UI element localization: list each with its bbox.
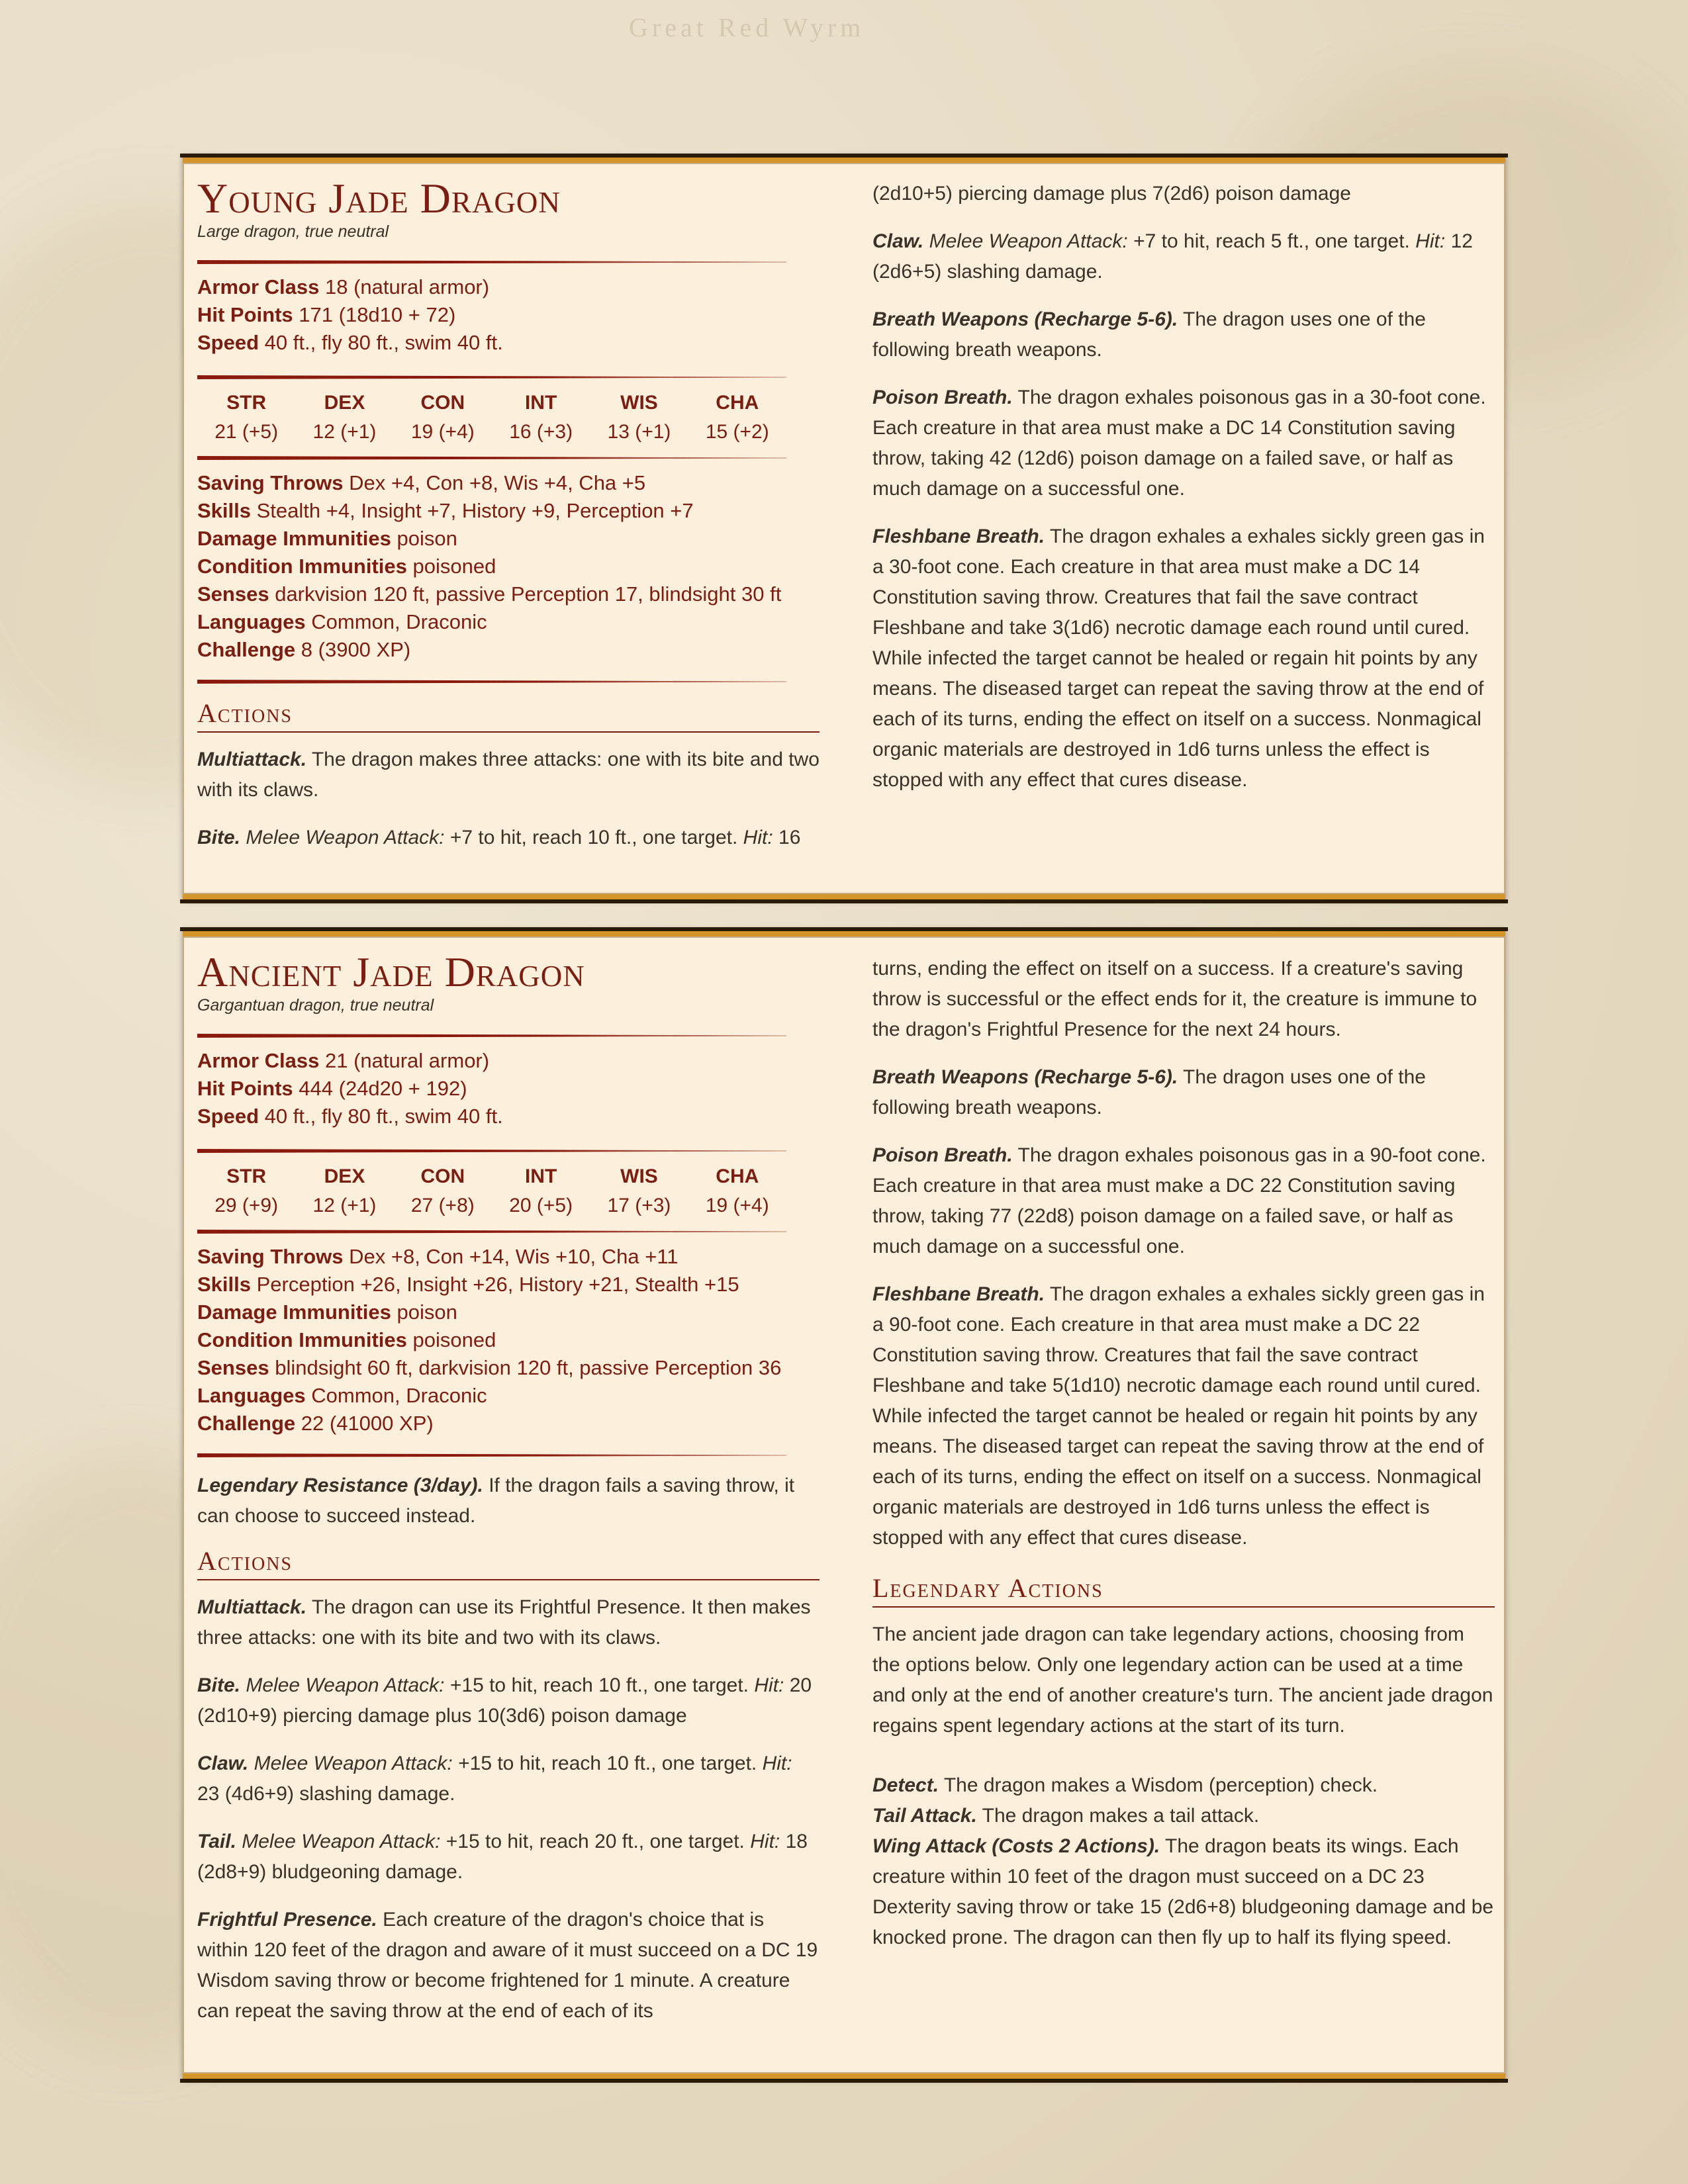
ability-con: CON 19 (+4) xyxy=(410,392,475,443)
action-bite: Bite. Melee Weapon Attack: +15 to hit, reach 10 ft., one target. Hit: 20 (2d10+9) piercing damage plus 10(3d6) poison damage xyxy=(197,1674,812,1727)
ability-wis: WIS 13 (+1) xyxy=(607,392,671,443)
ability-dex: DEX 12 (+1) xyxy=(312,392,377,443)
divider xyxy=(197,680,786,684)
skills: Skills Stealth +4, Insight +7, History +9, Perception +7 xyxy=(197,499,694,522)
young-left-column xyxy=(197,163,820,870)
action-breath-weapons: Breath Weapons (Recharge 5-6). The dragon uses one of the following breath weapons. xyxy=(872,308,1426,361)
legendary-detect: Detect. The dragon makes a Wisdom (perception) check. xyxy=(872,1774,1378,1796)
action-breath-weapons: Breath Weapons (Recharge 5-6). The dragon uses one of the following breath weapons. xyxy=(872,1066,1426,1118)
legendary-actions-heading: Legendary Actions xyxy=(872,1573,1495,1608)
ability-str: STR 21 (+5) xyxy=(214,392,279,443)
trait-legendary-resistance: Legendary Resistance (3/day). If the dragon fails a saving throw, it can choose to succeed instead. xyxy=(197,1475,795,1527)
monster-subtitle: Gargantuan dragon, true neutral xyxy=(197,996,434,1015)
armor-class: Armor Class 18 (natural armor) xyxy=(197,275,490,298)
action-tail: Tail. Melee Weapon Attack: +15 to hit, reach 20 ft., one target. Hit: 18 (2d8+9) bludgeoning damage. xyxy=(197,1831,808,1883)
legendary-tail-attack: Tail Attack. The dragon makes a tail attack. xyxy=(872,1805,1260,1827)
divider xyxy=(197,456,786,460)
hit-points: Hit Points 444 (24d20 + 192) xyxy=(197,1077,467,1100)
skills: Skills Perception +26, Insight +26, History +21, Stealth +15 xyxy=(197,1273,739,1296)
saving-throws: Saving Throws Dex +4, Con +8, Wis +4, Cha +5 xyxy=(197,471,646,494)
action-poison-breath: Poison Breath. The dragon exhales poisonous gas in a 90-foot cone. Each creature in that area must make a DC 22 Constitution saving throw, taking 77 (22d8) poison damage on a failed save, or half as much damage on a successful one. xyxy=(872,1144,1486,1257)
ancient-right-column xyxy=(872,936,1495,1953)
action-claw: Claw. Melee Weapon Attack: +15 to hit, reach 10 ft., one target. Hit: 23 (4d6+9) slashing damage. xyxy=(197,1752,792,1805)
divider xyxy=(197,1453,786,1457)
armor-class: Armor Class 21 (natural armor) xyxy=(197,1049,490,1072)
condition-immunities: Condition Immunities poisoned xyxy=(197,1328,496,1351)
ability-int: INT 16 (+3) xyxy=(509,392,573,443)
challenge: Challenge 8 (3900 XP) xyxy=(197,638,411,661)
background-watermark: Great Red Wyrm xyxy=(629,13,865,42)
action-frightful-presence-continued: turns, ending the effect on itself on a success. If a creature's saving throw is successful or the effect ends for it, the creature is immune to the dragon's Frightful Presence for the next 24 hours. xyxy=(872,958,1477,1040)
speed: Speed 40 ft., fly 80 ft., swim 40 ft. xyxy=(197,331,503,354)
ability-scores xyxy=(197,388,786,447)
action-fleshbane-breath: Fleshbane Breath. The dragon exhales a exhales sickly green gas in a 30-foot cone. Each creature in that area must make a DC 14 Constitution saving throw. Creatures that fail the save contract Fleshbane and take 3(1d6) necrotic damage each round until cured. While infected the target cannot be healed or regain hit points by any means. The diseased target can repeat the saving throw at the end of each of its turns, ending the effect on itself on a success. Nonmagical organic materials are destroyed in 1d6 turns unless the effect is stopped with any effect that cures disease. xyxy=(872,525,1485,791)
action-bite: Bite. Melee Weapon Attack: +7 to hit, reach 10 ft., one target. Hit: 16 xyxy=(197,827,801,848)
monster-subtitle: Large dragon, true neutral xyxy=(197,222,389,241)
ability-scores xyxy=(197,1162,786,1220)
action-multiattack: Multiattack. The dragon makes three attacks: one with its bite and two with its claws. xyxy=(197,749,820,801)
languages: Languages Common, Draconic xyxy=(197,1384,487,1407)
ability-cha: CHA 19 (+4) xyxy=(705,1165,769,1216)
action-multiattack: Multiattack. The dragon can use its Frightful Presence. It then makes three attacks: one with its bite and two with its claws. xyxy=(197,1596,811,1649)
ability-str: STR 29 (+9) xyxy=(214,1165,279,1216)
ability-int: INT 20 (+5) xyxy=(509,1165,573,1216)
ability-dex: DEX 12 (+1) xyxy=(312,1165,377,1216)
senses: Senses blindsight 60 ft, darkvision 120 ft, passive Perception 36 xyxy=(197,1356,782,1379)
action-poison-breath: Poison Breath. The dragon exhales poisonous gas in a 30-foot cone. Each creature in that area must make a DC 14 Constitution saving throw, taking 42 (12d6) poison damage on a failed save, or half as much damage on a successful one. xyxy=(872,387,1486,500)
languages: Languages Common, Draconic xyxy=(197,610,487,633)
damage-immunities: Damage Immunities poison xyxy=(197,527,457,550)
ability-wis: WIS 17 (+3) xyxy=(607,1165,671,1216)
divider xyxy=(197,1034,786,1038)
ability-con: CON 27 (+8) xyxy=(410,1165,475,1216)
condition-immunities: Condition Immunities poisoned xyxy=(197,555,496,578)
action-fleshbane-breath: Fleshbane Breath. The dragon exhales a exhales sickly green gas in a 90-foot cone. Each creature in that area must make a DC 22 Constitution saving throw. Creatures that fail the save contract Fleshbane and take 5(1d10) necrotic damage each round until cured. While infected the target cannot be healed or regain hit points by any means. The diseased target can repeat the saving throw at the end of each of its turns, ending the effect on itself on a success. Nonmagical organic materials are destroyed in 1d6 turns unless the effect is stopped with any effect that cures disease. xyxy=(872,1283,1485,1549)
divider xyxy=(197,1149,786,1153)
hit-points: Hit Points 171 (18d10 + 72) xyxy=(197,303,456,326)
action-bite-continued: (2d10+5) piercing damage plus 7(2d6) poison damage xyxy=(872,183,1351,205)
actions-heading: Actions xyxy=(197,1546,820,1580)
saving-throws: Saving Throws Dex +8, Con +14, Wis +10, Cha +11 xyxy=(197,1245,679,1268)
speed: Speed 40 ft., fly 80 ft., swim 40 ft. xyxy=(197,1105,503,1128)
statblock-ancient-jade-dragon xyxy=(183,930,1505,2080)
damage-immunities: Damage Immunities poison xyxy=(197,1300,457,1324)
legendary-wing-attack: Wing Attack (Costs 2 Actions). The dragon beats its wings. Each creature within 10 feet of the dragon must succeed on a DC 23 Dexterity saving throw or take 15 (2d6+8) bludgeoning damage and be knocked prone. The dragon can then fly up to half its flying speed. xyxy=(872,1835,1494,1948)
divider xyxy=(197,260,786,264)
monster-title: Ancient Jade Dragon xyxy=(197,948,585,995)
statblock-young-jade-dragon xyxy=(183,156,1505,901)
divider xyxy=(197,1230,786,1234)
action-frightful-presence: Frightful Presence. Each creature of the dragon's choice that is within 120 feet of the dragon and aware of it must succeed on a DC 19 Wisdom saving throw or become frightened for 1 minute. A creature can repeat the saving throw at the end of each of its xyxy=(197,1909,818,2022)
legendary-actions-intro: The ancient jade dragon can take legendary actions, choosing from the options below. Only one legendary action can be used at a time and only at the end of another creature's turn. The ancient jade dragon regains spent legendary actions at the start of its turn. xyxy=(872,1623,1493,1737)
ability-cha: CHA 15 (+2) xyxy=(705,392,769,443)
monster-title: Young Jade Dragon xyxy=(197,175,561,222)
actions-heading: Actions xyxy=(197,698,820,733)
divider xyxy=(197,375,786,379)
senses: Senses darkvision 120 ft, passive Perception 17, blindsight 30 ft xyxy=(197,582,782,606)
ancient-left-column xyxy=(197,936,820,2044)
action-claw: Claw. Melee Weapon Attack: +7 to hit, reach 5 ft., one target. Hit: 12 (2d6+5) slashing damage. xyxy=(872,230,1473,283)
challenge: Challenge 22 (41000 XP) xyxy=(197,1412,434,1435)
young-right-column xyxy=(872,163,1495,813)
